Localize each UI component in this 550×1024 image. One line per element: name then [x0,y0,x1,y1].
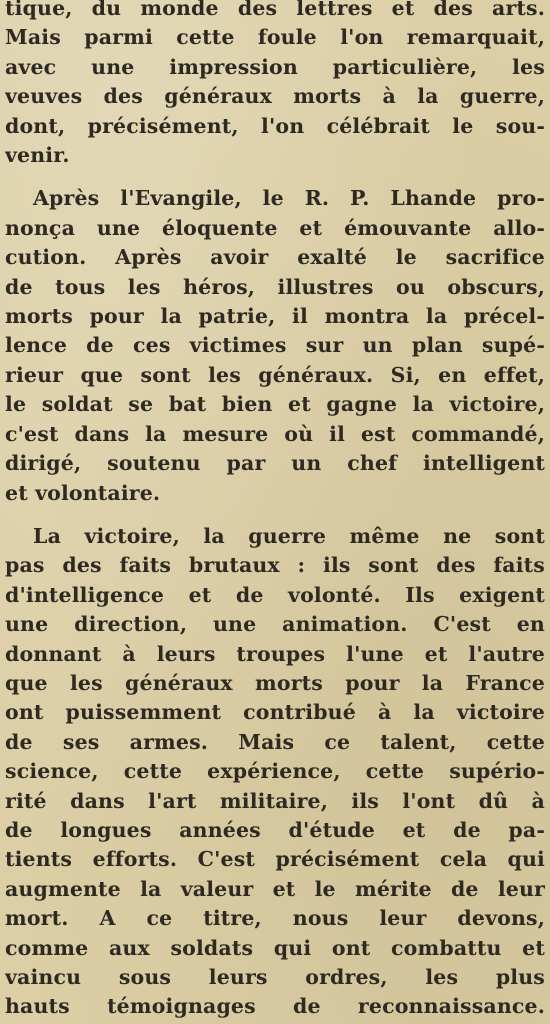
text-line: venir. [5,143,70,168]
text-line: tique, du monde des lettres et des arts. [5,0,545,20]
text-line: dirigé, soutenu par un chef intelligent [5,451,545,476]
article-column [5,0,545,1022]
text-line: morts pour la patrie, il montra la précel- [5,304,545,329]
text-line: pas des faits brutaux : ils sont des faits [5,553,545,578]
text-line: d'intelligence et de volonté. Ils exigent [5,582,545,607]
text-line: science, cette expérience, cette supério- [5,759,545,784]
text-line: comme aux soldats qui ont combattu et [5,935,545,960]
paragraph-1 [5,0,545,170]
text-line: avec une impression particulière, les [5,54,545,79]
text-line: c'est dans la mesure où il est commandé, [5,421,545,446]
text-line: de longues années d'étude et de pa- [5,817,545,842]
text-line: augmente la valeur et le mérite de leur [5,876,545,901]
text-line: de tous les héros, illustres ou obscurs, [5,274,545,299]
text-line: Après l'Evangile, le R. P. Lhande pro- [33,186,545,211]
text-line: vaincu sous leurs ordres, les plus [5,965,545,989]
text-line: nonça une éloquente et émouvante allo- [5,215,545,240]
text-line: mort. A ce titre, nous leur devons, [5,906,545,931]
text-line: le soldat se bat bien et gagne la victoire, [5,392,545,417]
text-line: cution. Après avoir exalté le sacrifice [5,245,545,270]
text-line: hauts témoignages de reconnaissance. [5,994,545,1019]
text-line: La victoire, la guerre même ne sont [33,523,545,548]
text-line: une direction, une animation. C'est en [5,612,545,637]
text-line: Mais parmi cette foule l'on remarquait, [5,25,545,50]
text-line: veuves des généraux morts à la guerre, [5,84,545,109]
text-line: que les généraux morts pour la France [5,670,545,695]
text-line: donnant à leurs troupes l'une et l'autre [5,641,545,666]
text-line: et volontaire. [5,480,161,505]
text-line: rieur que sont les généraux. Si, en effet, [5,362,545,387]
text-line: de ses armes. Mais ce talent, cette [5,729,545,754]
paragraph-3 [5,522,545,1022]
text-line: rité dans l'art militaire, ils l'ont dû à [5,788,545,813]
text-line: tients efforts. C'est précisément cela qui [5,847,545,872]
text-line: lence de ces victimes sur un plan supé- [5,333,545,358]
text-line: dont, précisément, l'on célébrait le sou- [5,113,545,138]
paragraph-2 [5,184,545,507]
text-line: ont puissemment contribué à la victoire [5,700,545,725]
